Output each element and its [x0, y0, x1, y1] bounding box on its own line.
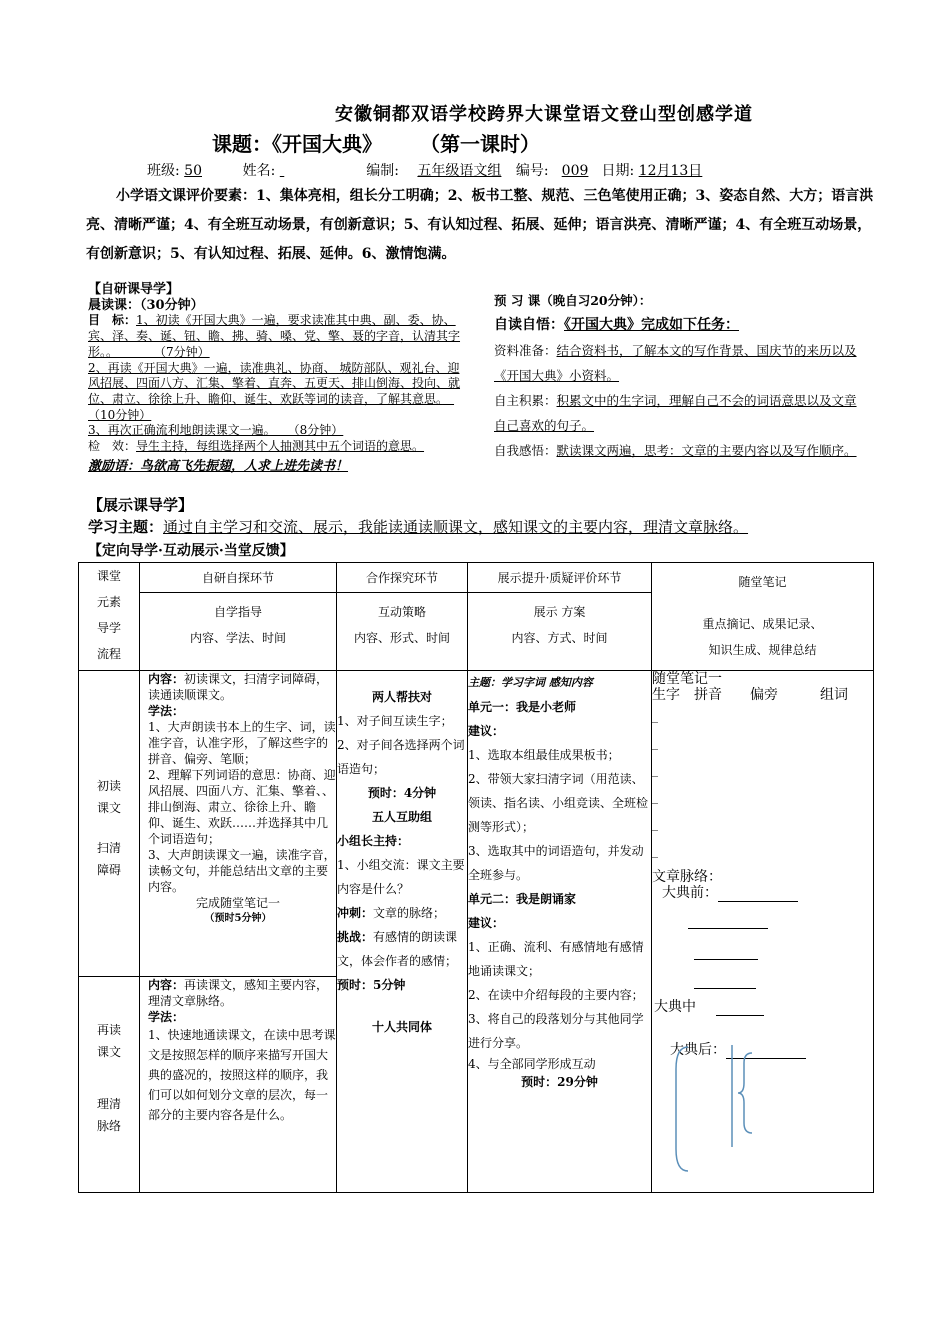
disp-item-2: 2、带领大家扫清字词（用范读、领读、指名读、小组竞读、全班检测等形式）； — [468, 772, 649, 834]
check-label: 检 效： — [88, 439, 137, 454]
theme-label: 学习主题： — [88, 518, 164, 536]
coop-time-2: 预时：5分钟 — [337, 978, 406, 992]
s1-method-label: 学法： — [148, 704, 185, 718]
lesson-period: （第一课时） — [430, 132, 540, 156]
name-label: 姓名: — [242, 163, 276, 179]
notes-cell — [652, 671, 874, 1193]
corner-4: 流程 — [96, 647, 121, 661]
task-text: 《开国大典》完成如下任务： — [564, 317, 739, 333]
note-middle-blank — [716, 999, 764, 1016]
stage1-a: 初读 — [96, 779, 121, 793]
corner-cell — [79, 563, 140, 671]
feel-item — [494, 438, 868, 463]
note-middle — [652, 999, 873, 1016]
date-label: 日期: — [601, 163, 635, 179]
note-middle-label: 大典中 — [654, 999, 696, 1015]
col3-header: 展示提升·质疑评价环节 — [468, 563, 652, 593]
school-title: 安徽铜都双语学校跨界大课堂语文登山型创感学道 — [335, 104, 753, 125]
prep-text: 结合资料书，了解本文的写作背景、国庆节的来历以及《开国大典》小资料。 — [494, 343, 857, 383]
lesson-table — [78, 562, 874, 1193]
note-blank-row-3 — [652, 972, 873, 989]
disp-item-1: 1、选取本组最佳成果板书； — [468, 748, 620, 762]
stage1-c: 扫清 — [96, 841, 121, 855]
s1-content-text: 初读课文，扫清字词障碍，读通读顺课文。 — [148, 672, 329, 702]
note-dash-3: _ — [652, 763, 658, 777]
note-title: 随堂笔记一 — [652, 671, 722, 687]
disp-unit-2: 单元二：我是朗诵家 — [468, 892, 577, 906]
note-after-label: 大典后： — [670, 1042, 726, 1058]
coop-host: 小组长主持： — [337, 834, 410, 848]
self-study-block — [88, 282, 460, 474]
feel-label: 自我感悟： — [494, 443, 557, 458]
stage-1-self-study — [140, 671, 337, 977]
date-value: 12月13日 — [638, 163, 703, 179]
cooperation-cell — [337, 671, 468, 1193]
s1-finish: 完成随堂笔记一 — [195, 896, 280, 910]
theme-text: 通过自主学习和交流、展示，我能读通读顺课文，感知课文的主要内容，理清文章脉络。 — [163, 518, 749, 536]
col1-subheader — [140, 593, 337, 671]
note-before-blank — [718, 885, 798, 902]
col2-sub1: 互动策略 — [377, 605, 426, 619]
preview-block — [494, 288, 868, 463]
editor-label: 编制: — [366, 163, 399, 179]
coop-sprint-label: 冲刺： — [337, 906, 374, 920]
col3-subheader — [468, 593, 652, 671]
disp-item-5: 2、在读中介绍每段的主要内容； — [468, 988, 644, 1002]
coop-title-3: 十人共同体 — [371, 1020, 432, 1034]
check-item — [88, 439, 460, 455]
col4-sub1: 重点摘记、成果记录、 — [702, 616, 823, 631]
display-cell — [468, 671, 652, 1193]
morning-title: 晨读课：（30分钟） — [88, 297, 204, 313]
accum-item — [494, 388, 868, 438]
col4-sub2: 知识生成、规律总结 — [708, 642, 817, 657]
stage2-b: 课文 — [96, 1045, 121, 1059]
prep-label: 资料准备： — [494, 343, 557, 358]
coop-item-1: 1、对子间互读生字； — [337, 714, 453, 728]
stage2-c: 理清 — [96, 1097, 121, 1111]
col4-header: 随堂笔记 — [738, 574, 787, 589]
s1-method-1: 1、大声朗读书本上的生字、词，读准字音，认准字形，了解这些字的拼音、偏旁、笔顺； — [148, 720, 336, 766]
motto: 激励语：鸟欲高飞先振翅，人求上进先读书！ — [88, 458, 349, 474]
note-columns: 生字 拼音 偏旁 组词 — [652, 687, 848, 703]
lesson-title — [212, 128, 540, 157]
coop-title-1: 两人帮扶对 — [371, 690, 432, 704]
disp-time: 预时：29分钟 — [521, 1075, 598, 1089]
s1-time: （预时5分钟） — [204, 913, 272, 924]
s1-method-3: 3、大声朗读课文一遍，读准字音，读畅文句，并能总结出文章的主要内容。 — [148, 848, 336, 894]
note-dash-5: _ — [652, 817, 658, 831]
evaluation-criteria: 小学语文课评价要素：1、集体亮相，组长分工明确；2、板书工整、规范、三色笔使用正确；3、姿态自然、大方；语言洪亮、清晰严谨；4、有全班互动场景，有创新意识；5、有认知过程、拓展、延伸；语言洪亮、清晰严谨；4、有全班互动场景，有创新意识；5、有认知过程、拓展、延伸。6、激情饱满。 — [86, 188, 874, 262]
self-study-title: 【自研课导学】 — [88, 282, 180, 297]
coop-challenge-text: 有感情的朗读课文，体会作者的感情； — [337, 930, 458, 968]
editor-value: 五年级语文组 — [417, 163, 502, 179]
class-value: 50 — [184, 163, 202, 179]
coop-sprint — [337, 901, 467, 925]
feel-text: 默读课文两遍，思考：文章的主要内容以及写作顺序。 — [556, 443, 857, 458]
coop-time-1: 预时：4分钟 — [367, 786, 437, 800]
col3-sub1: 展示 方案 — [533, 605, 586, 619]
vein-brace-icon — [674, 1039, 784, 1189]
goal-item-2: 2、再读《开国大典》一遍，读准典礼、协商、 城防部队、观礼台、迎风招展、四面八方、汇集、擎着、直奔、五更天、排山倒海、投向、就位、肃立、徐徐上升、瞻仰、诞生、欢跃等词的读音，了解其意思。 （10分钟） — [88, 360, 461, 422]
note-blank-3 — [694, 972, 756, 989]
note-before-label: 大典前： — [662, 885, 718, 901]
s1-content — [140, 671, 336, 703]
note-dash-4: _ — [652, 790, 658, 804]
info-row — [147, 160, 702, 180]
number-value: 009 — [561, 163, 589, 179]
s2-content-label: 内容： — [148, 978, 185, 992]
disp-item-4: 1、正确、流利、有感情地有感情地诵读课文； — [468, 940, 644, 978]
note-dash-2: _ — [652, 736, 658, 750]
disp-theme: 主题：学习字词 感知内容 — [468, 676, 593, 689]
disp-item-3: 3、选取其中的词语造句，并发动全班参与。 — [468, 844, 644, 882]
note-blank-2 — [694, 943, 758, 960]
theme-line — [88, 516, 748, 537]
note-blank-row — [652, 912, 873, 929]
coop-item-2: 2、对子间各选择两个词语造句； — [337, 738, 465, 776]
accum-text: 积累文中的生字词，理解自己不会的词语意思以及文章自己喜欢的句子。 — [494, 393, 857, 433]
s1-method-2: 2、理解下列词语的意思：协商、迎风招展、四面八方、汇集、擎着、、排山倒海、肃立、徐徐上升、瞻仰、诞生、欢跃……并选择其中几个词语造句； — [148, 768, 336, 846]
col2-subheader — [337, 593, 468, 671]
goal-text: 1、初读《开国大典》一遍，要求读准其中典、副、委、协、宾、泽、奏、诞、钮、瞻、拂、骑、嗓、党、擎、聂的字音，认清其字形。。 （7分钟） — [88, 313, 461, 359]
disp-item-7: 4、与全部同学形成互动 — [468, 1057, 596, 1071]
col1-sub2: 内容、学法、时间 — [189, 631, 286, 645]
task-line — [494, 313, 868, 338]
corner-3: 导学 — [96, 621, 121, 635]
coop-sprint-text: 文章的脉络； — [373, 906, 446, 920]
col1-sub1: 自学指导 — [213, 605, 262, 619]
number-label: 编号: — [515, 163, 549, 179]
coop-item-3: 1、小组交流：课文主要内容是什么？ — [337, 858, 465, 896]
s1-content-label: 内容： — [148, 672, 185, 686]
disp-item-6: 3、将自己的段落划分与其他同学进行分享。 — [468, 1012, 644, 1050]
coop-challenge-label: 挑战： — [337, 930, 374, 944]
stage-1-cell — [79, 671, 140, 977]
note-before — [652, 885, 873, 902]
note-vein: 文章脉络： — [652, 869, 722, 885]
col2-header: 合作探究环节 — [337, 563, 468, 593]
display-title: 【展示课导学】 — [88, 496, 194, 514]
coop-challenge — [337, 925, 467, 973]
s2-content — [140, 977, 336, 1009]
preview-title: 预 习 课（晚自习20分钟）： — [494, 293, 652, 308]
task-label: 自读自悟： — [494, 317, 564, 333]
guide-title: 【定向导学·互动展示·当堂反馈】 — [88, 543, 294, 559]
stage2-a: 再读 — [96, 1023, 121, 1037]
s2-method-1: 1、快速地通读课文，在读中思考课文是按照怎样的顺序来描写开国大典的盛况的，按照这样的顺序，我们可以如何划分文章的层次，每一部分的主要内容各是什么。 — [148, 1028, 336, 1122]
name-value — [280, 163, 342, 179]
s2-content-text: 再读课文，感知主要内容，理清文章脉络。 — [148, 978, 329, 1008]
disp-advice-2: 建议： — [468, 916, 505, 930]
goal-item-3: 3、再次正确流利地朗读课文一遍。 （8分钟） — [88, 423, 344, 438]
s2-method-label: 学法： — [148, 1010, 185, 1024]
stage-2-self-study — [140, 977, 337, 1193]
note-dash-6: _ — [652, 844, 658, 858]
check-text: 导生主持，每组选择两个人抽测其中五个词语的意思。 — [136, 439, 425, 454]
class-label: 班级: — [147, 163, 180, 179]
corner-1: 课堂 — [96, 569, 121, 583]
prep-item — [494, 338, 868, 388]
stage-2-cell — [79, 977, 140, 1193]
stage1-b: 课文 — [96, 801, 121, 815]
coop-title-2: 五人互助组 — [371, 810, 432, 824]
col2-sub2: 内容、形式、时间 — [353, 631, 450, 645]
corner-2: 元素 — [96, 595, 121, 609]
note-blank-row-2 — [652, 943, 873, 960]
goal-label: 目 标： — [88, 313, 137, 328]
goal-item — [88, 313, 460, 360]
accum-label: 自主积累： — [494, 393, 557, 408]
note-dash-1: _ — [652, 709, 658, 723]
disp-advice-1: 建议： — [468, 724, 505, 738]
col3-sub2: 内容、方式、时间 — [511, 631, 608, 645]
stage1-d: 障碍 — [96, 863, 121, 877]
lesson-name: 课题：《开国大典》 — [212, 132, 382, 156]
disp-unit-1: 单元一：我是小老师 — [468, 700, 577, 714]
stage2-d: 脉络 — [96, 1119, 121, 1133]
col1-header: 自研自探环节 — [140, 563, 337, 593]
col4-header-cell — [652, 563, 874, 671]
note-blank-1 — [688, 912, 768, 929]
